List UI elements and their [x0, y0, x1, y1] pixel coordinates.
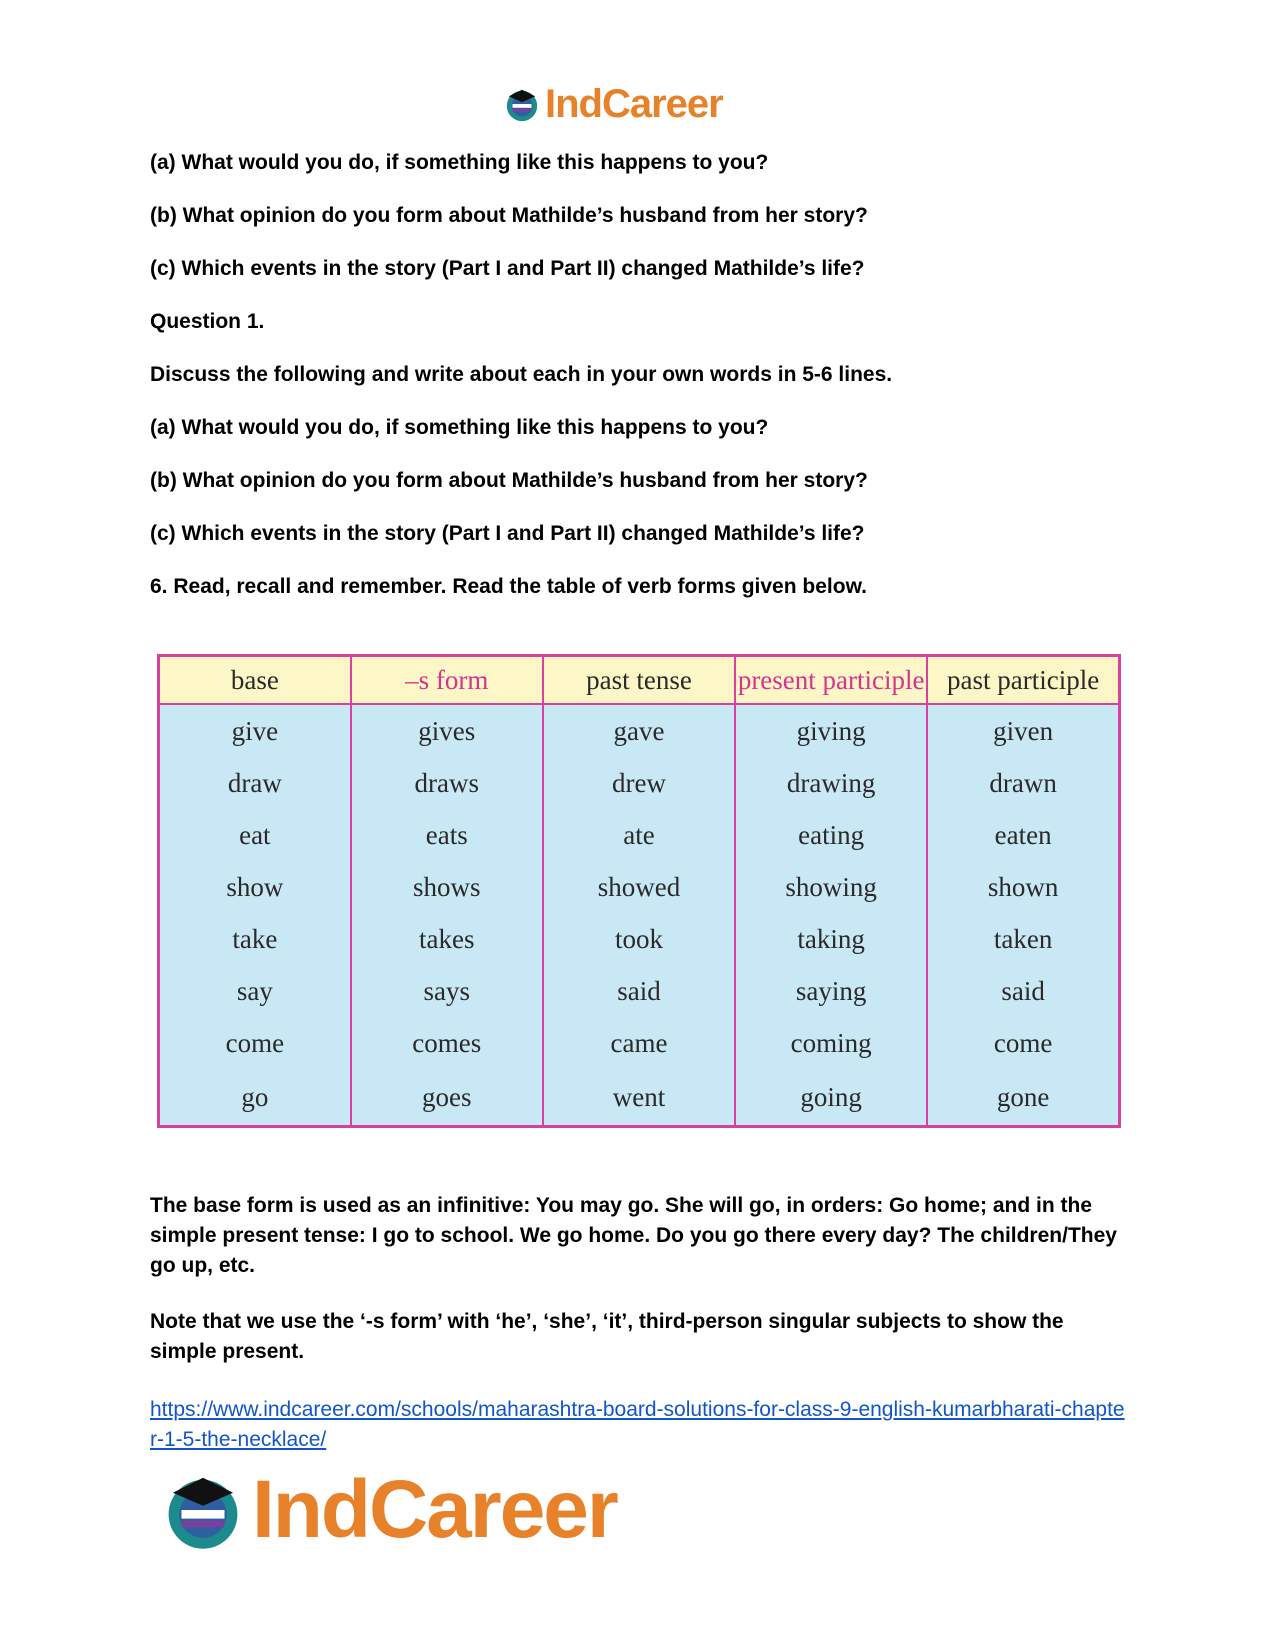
- table-cell: coming: [735, 1017, 927, 1069]
- table-cell: showed: [543, 861, 735, 913]
- footer-brand-name: IndCareer: [252, 1464, 617, 1555]
- table-cell: take: [159, 913, 351, 965]
- table-cell: shown: [927, 861, 1119, 913]
- table-cell: went: [543, 1069, 735, 1127]
- question-instruction: Discuss the following and write about each in your own words in 5-6 lines.: [150, 363, 893, 386]
- table-cell: shows: [351, 861, 543, 913]
- table-cell: going: [735, 1069, 927, 1127]
- table-cell: gone: [927, 1069, 1119, 1127]
- table-row: [159, 913, 1120, 965]
- table-cell: ate: [543, 809, 735, 861]
- table-cell: showing: [735, 861, 927, 913]
- header-s-form: –s form: [351, 656, 543, 705]
- note-s-form: Note that we use the ‘-s form’ with ‘he’, ‘she’, ‘it’, third-person singular subjects to show the simple present.: [150, 1310, 1064, 1363]
- source-link[interactable]: https://www.indcareer.com/schools/maharashtra-board-solutions-for-class-9-english-kumarbharati-chapter-1-5-the-necklace/: [150, 1398, 1125, 1451]
- table-header-row: [159, 656, 1120, 705]
- table-cell: go: [159, 1069, 351, 1127]
- note-base-form: The base form is used as an infinitive: You may go. She will go, in orders: Go home; and in the simple present tense: I go to school. We go home. Do you go there every day? The children/They go up, etc.: [150, 1194, 1117, 1277]
- table-cell: given: [927, 704, 1119, 757]
- table-row: [159, 1069, 1120, 1127]
- table-cell: took: [543, 913, 735, 965]
- table-cell: said: [927, 965, 1119, 1017]
- table-cell: giving: [735, 704, 927, 757]
- section-6-heading: 6. Read, recall and remember. Read the table of verb forms given below.: [150, 575, 867, 598]
- question-heading: Question 1.: [150, 310, 265, 333]
- table-row: [159, 704, 1120, 757]
- table-cell: come: [159, 1017, 351, 1069]
- question-a-2: (a) What would you do, if something like this happens to you?: [150, 416, 769, 439]
- question-c-1: (c) Which events in the story (Part I and Part II) changed Mathilde’s life?: [150, 257, 865, 280]
- table-cell: draws: [351, 757, 543, 809]
- graduation-cap-globe-icon: [160, 1467, 246, 1553]
- footer-logo: [160, 1465, 617, 1555]
- question-b-2: (b) What opinion do you form about Mathilde’s husband from her story?: [150, 469, 868, 492]
- table-row: [159, 861, 1120, 913]
- table-cell: gave: [543, 704, 735, 757]
- graduation-cap-globe-icon: [503, 85, 541, 123]
- table-cell: goes: [351, 1069, 543, 1127]
- table-cell: taking: [735, 913, 927, 965]
- table-cell: taken: [927, 913, 1119, 965]
- question-b-1: (b) What opinion do you form about Mathilde’s husband from her story?: [150, 204, 868, 227]
- table-cell: drew: [543, 757, 735, 809]
- table-cell: come: [927, 1017, 1119, 1069]
- table-cell: comes: [351, 1017, 543, 1069]
- header-brand-name: IndCareer: [545, 81, 723, 126]
- header-past-participle: past participle: [927, 656, 1119, 705]
- table-cell: eats: [351, 809, 543, 861]
- question-a-1: (a) What would you do, if something like this happens to you?: [150, 151, 769, 174]
- table-cell: draw: [159, 757, 351, 809]
- table-cell: saying: [735, 965, 927, 1017]
- table-cell: gives: [351, 704, 543, 757]
- table-row: [159, 757, 1120, 809]
- table-cell: eating: [735, 809, 927, 861]
- table-cell: show: [159, 861, 351, 913]
- table-cell: says: [351, 965, 543, 1017]
- table-cell: drawn: [927, 757, 1119, 809]
- header-past-tense: past tense: [543, 656, 735, 705]
- table-row: [159, 809, 1120, 861]
- header-present-participle: present participle: [735, 656, 927, 705]
- table-cell: eat: [159, 809, 351, 861]
- table-cell: takes: [351, 913, 543, 965]
- table-cell: drawing: [735, 757, 927, 809]
- verb-forms-table: [157, 654, 1121, 1128]
- table-cell: give: [159, 704, 351, 757]
- header-base: base: [159, 656, 351, 705]
- table-row: [159, 965, 1120, 1017]
- table-cell: came: [543, 1017, 735, 1069]
- table-cell: say: [159, 965, 351, 1017]
- header-logo: [503, 80, 723, 128]
- table-cell: said: [543, 965, 735, 1017]
- question-c-2: (c) Which events in the story (Part I and Part II) changed Mathilde’s life?: [150, 522, 865, 545]
- table-cell: eaten: [927, 809, 1119, 861]
- table-row: [159, 1017, 1120, 1069]
